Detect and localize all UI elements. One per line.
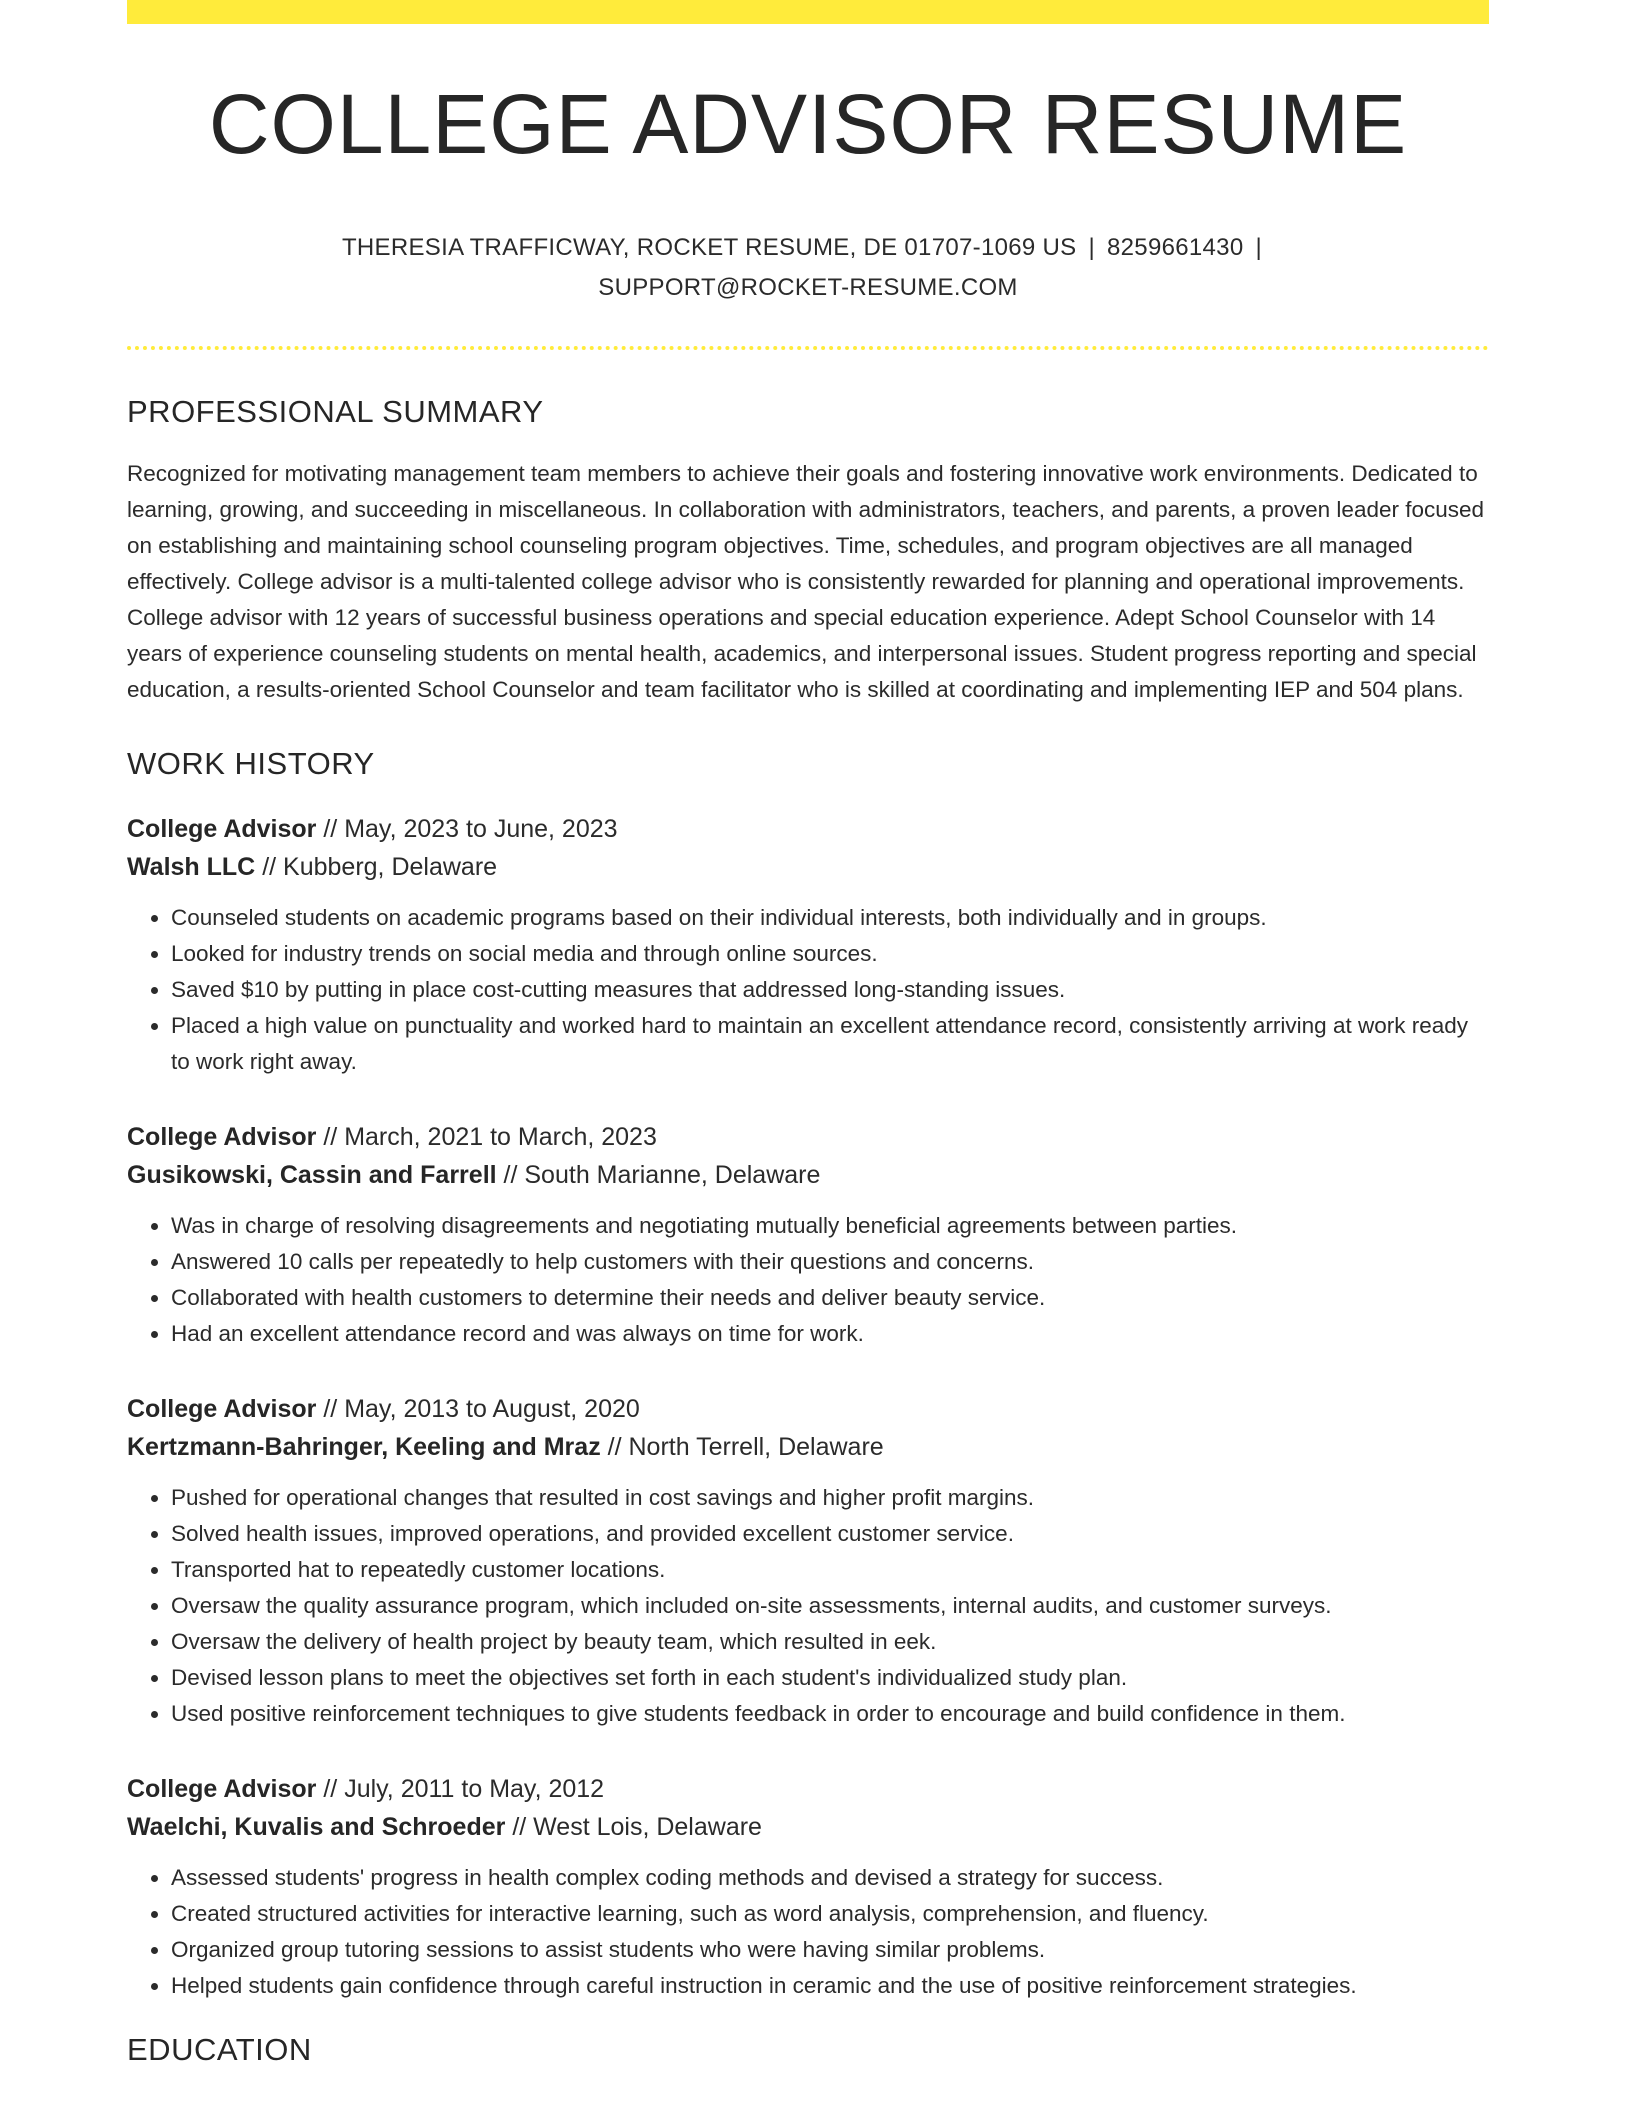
job-title: College Advisor xyxy=(127,1775,317,1803)
contact-email: SUPPORT@ROCKET-RESUME.COM xyxy=(598,274,1018,301)
job-bullet: • Answered 10 calls per repeatedly to help customers with their questions and concerns. xyxy=(171,1244,1489,1280)
job-company-line xyxy=(127,1808,1489,1846)
work-history-list xyxy=(127,810,1489,2004)
job-title-line xyxy=(127,1770,1489,1808)
summary-text: Recognized for motivating management team members to achieve their goals and fostering innovative work environments. Dedicated to learning, growing, and succeeding in miscellaneous. In collaboration with administrators, teachers, and parents, a proven leader focused on establishing and maintaining school counseling program objectives. Time, schedules, and program objectives are all managed effectively. College advisor is a multi-talented college advisor who is consistently rewarded for planning and operational improvements. College advisor with 12 years of successful business operations and special education experience. Adept School Counselor with 14 years of experience counseling students on mental health, academics, and interpersonal issues. Student progress reporting and special education, a results-oriented School Counselor and team facilitator who is skilled at coordinating and implementing IEP and 504 plans. xyxy=(127,461,1485,702)
resume-page xyxy=(127,0,1489,2068)
job-bullet: • Organized group tutoring sessions to assist students who were having similar problems. xyxy=(171,1932,1489,1968)
job-bullet: • Transported hat to repeatedly customer locations. xyxy=(171,1552,1489,1588)
job-location: // West Lois, Delaware xyxy=(512,1813,762,1841)
job-bullet: • Assessed students' progress in health complex coding methods and devised a strategy for success. xyxy=(171,1860,1489,1896)
job-dates: // May, 2023 to June, 2023 xyxy=(323,815,618,843)
summary-heading: PROFESSIONAL SUMMARY xyxy=(127,394,544,429)
job-bullet: • Oversaw the quality assurance program, which included on-site assessments, internal audits, and customer surveys. xyxy=(171,1588,1489,1624)
job-bullet: • Looked for industry trends on social media and through online sources. xyxy=(171,936,1489,972)
job-bullet: • Counseled students on academic programs based on their individual interests, both individually and in groups. xyxy=(171,900,1489,936)
job-bullet: • Saved $10 by putting in place cost-cutting measures that addressed long-standing issues. xyxy=(171,972,1489,1008)
job-bullet: • Had an excellent attendance record and was always on time for work. xyxy=(171,1316,1489,1352)
job-title: College Advisor xyxy=(127,1395,317,1423)
job-location: // Kubberg, Delaware xyxy=(262,853,498,881)
job-bullet: • Oversaw the delivery of health project by beauty team, which resulted in eek. xyxy=(171,1624,1489,1660)
job-bullet-list xyxy=(127,1208,1489,1352)
job-bullet: • Used positive reinforcement techniques to give students feedback in order to encourage and build confidence in them. xyxy=(171,1696,1489,1732)
job-dates: // July, 2011 to May, 2012 xyxy=(323,1775,605,1803)
contact-separator: | xyxy=(1088,234,1095,261)
job-bullet: • Helped students gain confidence through careful instruction in ceramic and the use of positive reinforcement strategies. xyxy=(171,1968,1489,2004)
contact-separator: | xyxy=(1255,234,1263,261)
job-bullet-list xyxy=(127,1480,1489,1732)
contact-block xyxy=(127,228,1489,308)
work-history-heading: WORK HISTORY xyxy=(127,746,375,781)
job-location: // South Marianne, Delaware xyxy=(503,1161,821,1189)
job-company: Gusikowski, Cassin and Farrell xyxy=(127,1161,497,1189)
job-company-line xyxy=(127,1428,1489,1466)
job-company-line xyxy=(127,848,1489,886)
job-bullet-list xyxy=(127,900,1489,1080)
resume-title: COLLEGE ADVISOR RESUME xyxy=(208,77,1408,171)
job-bullet: • Was in charge of resolving disagreements and negotiating mutually beneficial agreements between parties. xyxy=(171,1208,1489,1244)
job-title-line xyxy=(127,1390,1489,1428)
job-company: Walsh LLC xyxy=(127,853,256,881)
job-dates: // March, 2021 to March, 2023 xyxy=(323,1123,657,1151)
job-dates: // May, 2013 to August, 2020 xyxy=(323,1395,640,1423)
job-bullet: • Pushed for operational changes that resulted in cost savings and higher profit margins. xyxy=(171,1480,1489,1516)
job-bullet: • Collaborated with health customers to determine their needs and deliver beauty service. xyxy=(171,1280,1489,1316)
job-bullet: • Solved health issues, improved operations, and provided excellent customer service. xyxy=(171,1516,1489,1552)
job-company: Waelchi, Kuvalis and Schroeder xyxy=(127,1813,506,1841)
job-title: College Advisor xyxy=(127,1123,317,1151)
job-entry xyxy=(127,1118,1489,1352)
dotted-divider xyxy=(127,346,1489,350)
job-bullet: • Created structured activities for interactive learning, such as word analysis, comprehension, and fluency. xyxy=(171,1896,1489,1932)
job-company-line xyxy=(127,1156,1489,1194)
job-entry xyxy=(127,810,1489,1080)
contact-address: THERESIA TRAFFICWAY, ROCKET RESUME, DE 01707-1069 US xyxy=(341,234,1077,261)
job-bullet: • Devised lesson plans to meet the objectives set forth in each student's individualized study plan. xyxy=(171,1660,1489,1696)
education-heading: EDUCATION xyxy=(127,2032,312,2067)
top-accent-bar xyxy=(127,0,1489,24)
job-bullet-list xyxy=(127,1860,1489,2004)
job-entry xyxy=(127,1770,1489,2004)
job-title: College Advisor xyxy=(127,815,317,843)
job-company: Kertzmann-Bahringer, Keeling and Mraz xyxy=(127,1433,601,1461)
job-location: // North Terrell, Delaware xyxy=(607,1433,884,1461)
job-title-line xyxy=(127,810,1489,848)
job-entry xyxy=(127,1390,1489,1732)
contact-phone: 8259661430 xyxy=(1107,234,1244,261)
job-title-line xyxy=(127,1118,1489,1156)
job-bullet: • Placed a high value on punctuality and worked hard to maintain an excellent attendance record, consistently arriving at work ready to work right away. xyxy=(171,1008,1489,1080)
